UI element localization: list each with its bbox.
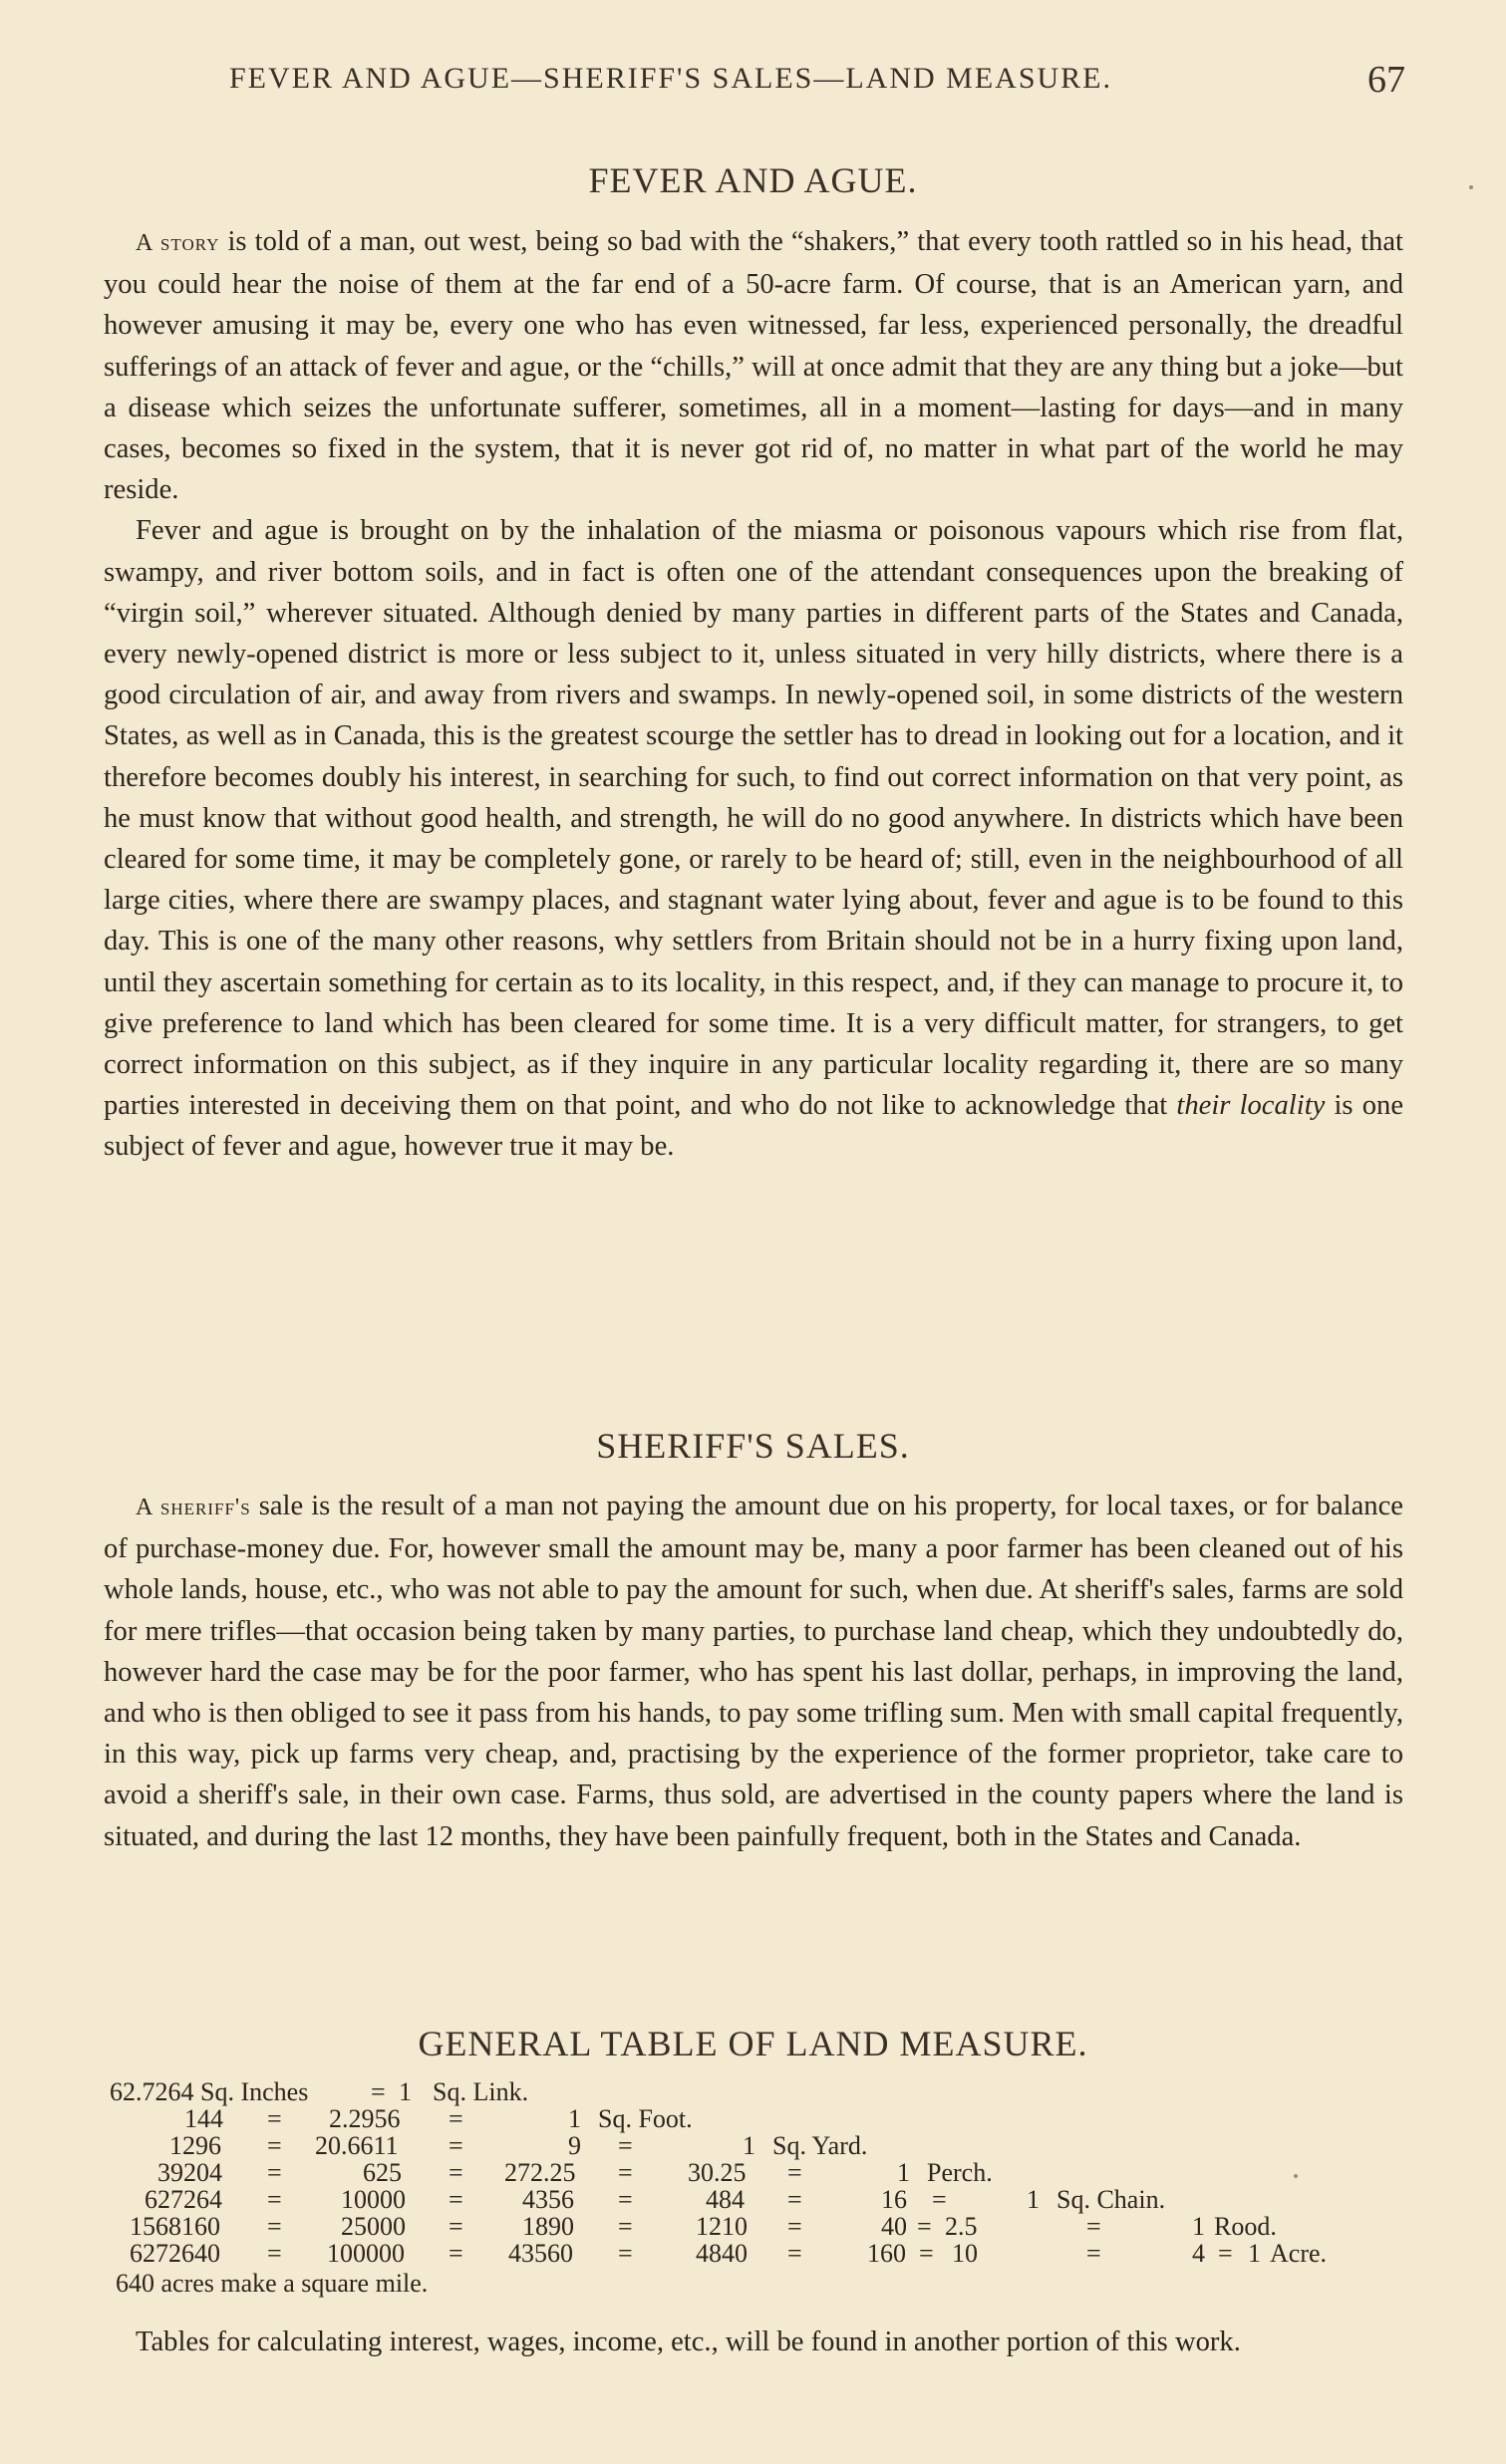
r5-c: 4356 xyxy=(522,2185,574,2214)
r7-d: 4840 xyxy=(696,2239,748,2268)
fever-text-1: is told of a man, out west, being so bad with the “shakers,” that every tooth rattled so in his head, that you could hear the noise of them at the far end of a 50-acre farm. Of course, that is an American yarn, and however amusing it may be, every one who has even witnessed, far less, experienced personally, the dreadful sufferings of an attack of fever and ague, or the “chills,” will at once admit that they are any thing but a joke—but a disease which seizes the unfortunate sufferer, sometimes, all in a moment—lasting for days—and in many cases, becomes so fixed in the system, that it is never got rid of, no matter in what part of the world he may reside. xyxy=(104,226,1403,506)
r7-h: 1 xyxy=(1248,2239,1261,2268)
r5-d: 484 xyxy=(706,2185,745,2214)
r5-e: 16 xyxy=(881,2185,907,2214)
r5-u: Sq. Chain. xyxy=(1056,2185,1166,2214)
r5-eq3: = xyxy=(618,2185,633,2214)
r7-c: 43560 xyxy=(508,2239,573,2268)
r1-u: Sq. Link. xyxy=(433,2077,529,2106)
r7-g: 4 xyxy=(1192,2239,1205,2268)
r4-eq4: = xyxy=(787,2158,802,2187)
running-title: FEVER AND AGUE—SHERIFF'S SALES—LAND MEASURE. xyxy=(229,62,1113,95)
sheriff-lead: A sheriff's xyxy=(136,1495,251,1520)
sheriff-section-title: SHERIFF'S SALES. xyxy=(596,1426,910,1466)
r3-u: Sq. Yard. xyxy=(772,2131,868,2160)
fever-body xyxy=(104,221,1403,1168)
r1-b: 1 xyxy=(399,2077,412,2106)
r6-eq5: = xyxy=(917,2212,932,2241)
paper-speck xyxy=(1294,2174,1298,2178)
r7-eq7: = xyxy=(1218,2239,1233,2268)
fever-text-2b: is one subject of fever and ague, however true it may be. xyxy=(104,1090,1404,1163)
r3-eq1: = xyxy=(267,2131,282,2160)
r6-d: 1210 xyxy=(696,2212,748,2241)
r7-f: 10 xyxy=(952,2239,978,2268)
r7-eq1: = xyxy=(267,2239,282,2268)
r3-d: 1 xyxy=(743,2131,755,2160)
r7-a: 6272640 xyxy=(130,2239,220,2268)
r4-u: Perch. xyxy=(927,2158,993,2187)
r7-eq6: = xyxy=(1086,2239,1101,2268)
r6-c: 1890 xyxy=(522,2212,574,2241)
r6-eq4: = xyxy=(787,2212,802,2241)
r4-eq1: = xyxy=(267,2158,282,2187)
r3-b: 20.6611 xyxy=(315,2131,399,2160)
fever-lead: A story xyxy=(136,230,220,256)
r7-eq3: = xyxy=(618,2239,633,2268)
r1-eq1: = xyxy=(371,2077,386,2106)
r5-a: 627264 xyxy=(145,2185,222,2214)
fever-paragraph-1 xyxy=(104,221,1403,510)
r5-eq1: = xyxy=(267,2185,282,2214)
page-number: 67 xyxy=(1367,59,1405,101)
closing-paragraph: Tables for calculating interest, wages, income, etc., will be found in another portion of this work. xyxy=(136,2327,1241,2357)
r6-eq6: = xyxy=(1086,2212,1101,2241)
r6-u: Rood. xyxy=(1214,2212,1277,2241)
r4-b: 625 xyxy=(363,2158,402,2187)
r6-a: 1568160 xyxy=(130,2212,220,2241)
r6-eq3: = xyxy=(618,2212,633,2241)
r2-b: 2.2956 xyxy=(329,2104,401,2133)
r4-eq2: = xyxy=(449,2158,463,2187)
sheriff-paragraph xyxy=(104,1486,1403,1857)
running-head xyxy=(229,59,1405,101)
r2-eq1: = xyxy=(267,2104,282,2133)
r4-e: 1 xyxy=(897,2158,910,2187)
r4-a: 39204 xyxy=(157,2158,222,2187)
r5-b: 10000 xyxy=(341,2185,406,2214)
r2-eq2: = xyxy=(449,2104,463,2133)
sheriff-body xyxy=(104,1486,1403,1857)
fever-paragraph-2 xyxy=(104,510,1403,1167)
r5-f: 1 xyxy=(1027,2185,1040,2214)
r6-f: 2.5 xyxy=(945,2212,978,2241)
fever-emphasis: their locality xyxy=(1176,1090,1326,1122)
r5-eq2: = xyxy=(449,2185,463,2214)
r3-a: 1296 xyxy=(169,2131,221,2160)
closing-note xyxy=(104,2322,1403,2362)
r3-eq3: = xyxy=(618,2131,633,2160)
r2-c: 1 xyxy=(568,2104,581,2133)
r4-eq3: = xyxy=(618,2158,633,2187)
r6-eq1: = xyxy=(267,2212,282,2241)
r3-eq2: = xyxy=(449,2131,463,2160)
fever-text-2a: Fever and ague is brought on by the inhalation of the miasma or poisonous vapours which rise from flat, swampy, and river bottom soils, and in fact is often one of the attendant consequences upon the breaking of “virgin soil,” wherever situated. Although denied by many parties in different parts of the States and Canada, every newly-opened district is more or less subject to it, unless situated in very hilly districts, where there is a good circulation of air, and away from rivers and swamps. In newly-opened soil, in some districts of the western States, as well as in Canada, this is the greatest scourge the settler has to dread in looking out for a location, and it therefore becomes doubly his interest, in searching for such, to find out correct information on that very point, as he must know that without good health, and strength, he will do no good anywhere. In districts which have been cleared for some time, it may be completely gone, or rarely to be heard of; still, even in the neighbourhood of all large cities, where there are swampy places, and stagnant water lying about, fever and ague is to be found to this day. This is one of the many other reasons, why settlers from Britain should not be in a hurry fixing upon land, until they ascertain something for certain as to its locality, in this respect, and, if they can manage to procure it, to give preference to land which has been cleared for some time. It is a very difficult matter, for strangers, to get correct information on this subject, as if they inquire in any particular locality regarding it, there are so many parties interested in deceiving them on that point, and who do not like to acknowledge that xyxy=(104,515,1403,1122)
r6-b: 25000 xyxy=(341,2212,406,2241)
r5-eq5: = xyxy=(932,2185,947,2214)
r7-eq2: = xyxy=(449,2239,463,2268)
r5-eq4: = xyxy=(787,2185,802,2214)
r7-b: 100000 xyxy=(327,2239,405,2268)
fever-section-title: FEVER AND AGUE. xyxy=(588,160,918,200)
r7-eq4: = xyxy=(787,2239,802,2268)
r6-e: 40 xyxy=(881,2212,907,2241)
land-measure-title: GENERAL TABLE OF LAND MEASURE. xyxy=(418,2024,1088,2063)
sheriff-text: sale is the result of a man not paying the amount due on his property, for local taxes, or for balance of purchase-money due. For, however small the amount may be, many a poor farmer has been cleaned out of his whole lands, house, etc., who was not able to pay the amount for such, when due. At sheriff's sales, farms are sold for mere trifles—that occasion being taken by many parties, to purchase land cheap, which they undoubtedly do, however hard the case may be for the poor farmer, who has spent his last dollar, perhaps, in improving the land, and who is then obliged to see it pass from his hands, to pay some trifling sum. Men with small capital frequently, in this way, pick up farms very cheap, and, practising by the experience of the former proprietor, take care to avoid a sheriff's sale, in their own case. Farms, thus sold, are advertised in the county papers where the land is situated, and during the last 12 months, they have been painfully frequent, both in the States and Canada. xyxy=(104,1491,1403,1852)
r7-e: 160 xyxy=(867,2239,906,2268)
r4-d: 30.25 xyxy=(688,2158,747,2187)
paper-speck xyxy=(1469,185,1473,189)
r1-a: 62.7264 Sq. Inches xyxy=(110,2077,309,2106)
r2-u: Sq. Foot. xyxy=(598,2104,693,2133)
r3-c: 9 xyxy=(568,2131,581,2160)
r2-a: 144 xyxy=(184,2104,223,2133)
land-measure-table xyxy=(110,2077,1425,2336)
r7-u: Acre. xyxy=(1270,2239,1328,2268)
r6-eq2: = xyxy=(449,2212,463,2241)
r6-g: 1 xyxy=(1192,2212,1205,2241)
r4-c: 272.25 xyxy=(504,2158,576,2187)
square-mile-note: 640 acres make a square mile. xyxy=(116,2269,429,2298)
r7-eq5: = xyxy=(919,2239,934,2268)
